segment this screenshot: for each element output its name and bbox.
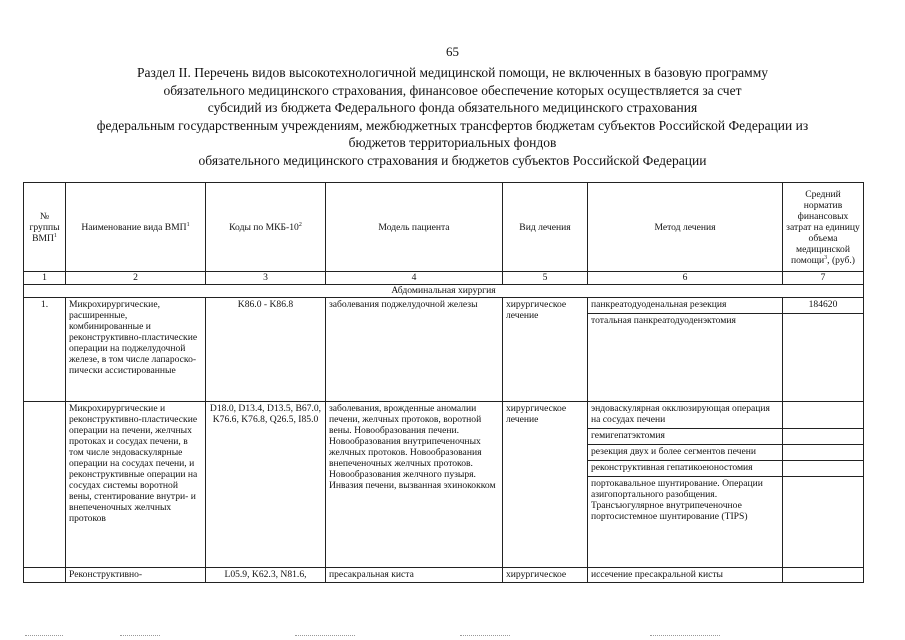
table-row [24,568,864,583]
col-num-1: 1 [24,272,66,285]
header-group-no: № группы ВМП$^1$ [24,183,66,272]
group-3-codes: L05.9, K62.3, N81.6, [206,568,326,583]
group-2-method-5: портокавальное шунтирование. Операции азигопортального разобщения. Трансъюгулярное внутрипеченочное портосистемное шунтирование (TIPS) [588,477,783,568]
col-num-2: 2 [66,272,206,285]
scan-edge-mark [460,635,510,637]
vmp-table [23,182,864,583]
header-treatment-type: Вид лечения [503,183,588,272]
scan-edge-mark [120,635,160,637]
col-num-7: 7 [783,272,864,285]
col-num-6: 6 [588,272,783,285]
column-number-row [24,272,864,285]
col-num-4: 4 [326,272,503,285]
group-1-method-2: тотальная панкреатодуоденэктомия [588,314,783,402]
title-line-1: Раздел II. Перечень видов высокотехнологичной медицинской помощи, не включенных в базовую программу [136,65,768,80]
section-row [24,285,864,298]
header-method: Метод лечения [588,183,783,272]
group-1-patient-model: заболевания поджелудочной железы [326,298,503,402]
group-3-name: Реконструктивно- [66,568,206,583]
page-number: 65 [446,44,459,59]
group-2-cost-1 [783,402,864,429]
col-num-5: 5 [503,272,588,285]
group-1-name: Микрохирургические, расширенные, комбинированные и реконструктивно-пластические операции на поджелудочной железе, в том числе лапароско-пически ассистированные [66,298,206,402]
group-1-codes: K86.0 - K86.8 [206,298,326,402]
group-1-no: 1. [24,298,66,402]
title-line-2: обязательного медицинского страхования, финансовое обеспечение которых осуществляется за счет [163,82,742,98]
group-1-cost: 184620 [783,298,864,314]
group-2-treatment-type: хирургическое лечение [503,402,588,568]
scan-edge-mark [295,635,355,637]
section-title [20,64,885,170]
group-2-cost-3 [783,445,864,461]
group-3-cost [783,568,864,583]
group-2-cost-5 [783,477,864,568]
group-2-cost-2 [783,429,864,445]
scan-edge-mark [650,635,720,637]
group-1-cost-empty [783,314,864,402]
group-1-method-1: панкреатодуоденальная резекция [588,298,783,314]
title-line-6: обязательного медицинского страхования и бюджетов субъектов Российской Федерации [198,152,707,168]
header-patient-model: Модель пациента [326,183,503,272]
col-num-3: 3 [206,272,326,285]
group-2-no [24,402,66,568]
group-2-method-2: гемигепатэктомия [588,429,783,445]
header-name: Наименование вида ВМП$^1$ [66,183,206,272]
group-3-method-1: иссечение пресакральной кисты [588,568,783,583]
table-row [24,402,864,429]
group-3-patient-model: пресакральная киста [326,568,503,583]
header-row [24,183,864,272]
title-line-4: федеральным государственным учреждениям, межбюджетных трансфертов бюджетам субъектов Российской Федерации из [96,117,809,133]
header-cost: Средний норматив финансовых затрат на единицу объема медицинской помощи$^3$, (руб.) [783,183,864,272]
group-3-treatment-type: хирургическое [503,568,588,583]
table-row [24,298,864,314]
group-2-method-4: реконструктивная гепатикоеюностомия [588,461,783,477]
scan-edge-mark [25,635,63,637]
group-2-patient-model: заболевания, врожденные аномалии печени, желчных протоков, воротной вены. Новообразования печени. Новообразования внутрипеченочных желчных протоков. Новообразования внепеченочных желчных протоков. Новообразования желчного пузыря. Инвазия печени, вызванная эхинококком [326,402,503,568]
group-2-method-1: эндоваскулярная окклюзирующая операция на сосудах печени [588,402,783,429]
group-1-treatment-type: хирургическое лечение [503,298,588,402]
group-2-codes: D18.0, D13.4, D13.5, B67.0, K76.6, K76.8, Q26.5, I85.0 [206,402,326,568]
header-codes: Коды по МКБ-$10^2$ [206,183,326,272]
title-line-5: бюджетов территориальных фондов [348,135,557,151]
group-3-no [24,568,66,583]
group-2-method-3: резекция двух и более сегментов печени [588,445,783,461]
group-2-name: Микрохирургические и реконструктивно-пластические операции на печени, желчных протоках и сосудах печени, в том числе эндоваскулярные операции на сосудах печени, и реконструктивные операции на сосудах системы воротной вены, стентирование внутри- и внепеченочных желчных протоков [66,402,206,568]
title-line-3: субсидий из бюджета Федерального фонда обязательного медицинского страхования [207,100,698,116]
section-heading: Абдоминальная хирургия [24,285,864,298]
group-2-cost-4 [783,461,864,477]
